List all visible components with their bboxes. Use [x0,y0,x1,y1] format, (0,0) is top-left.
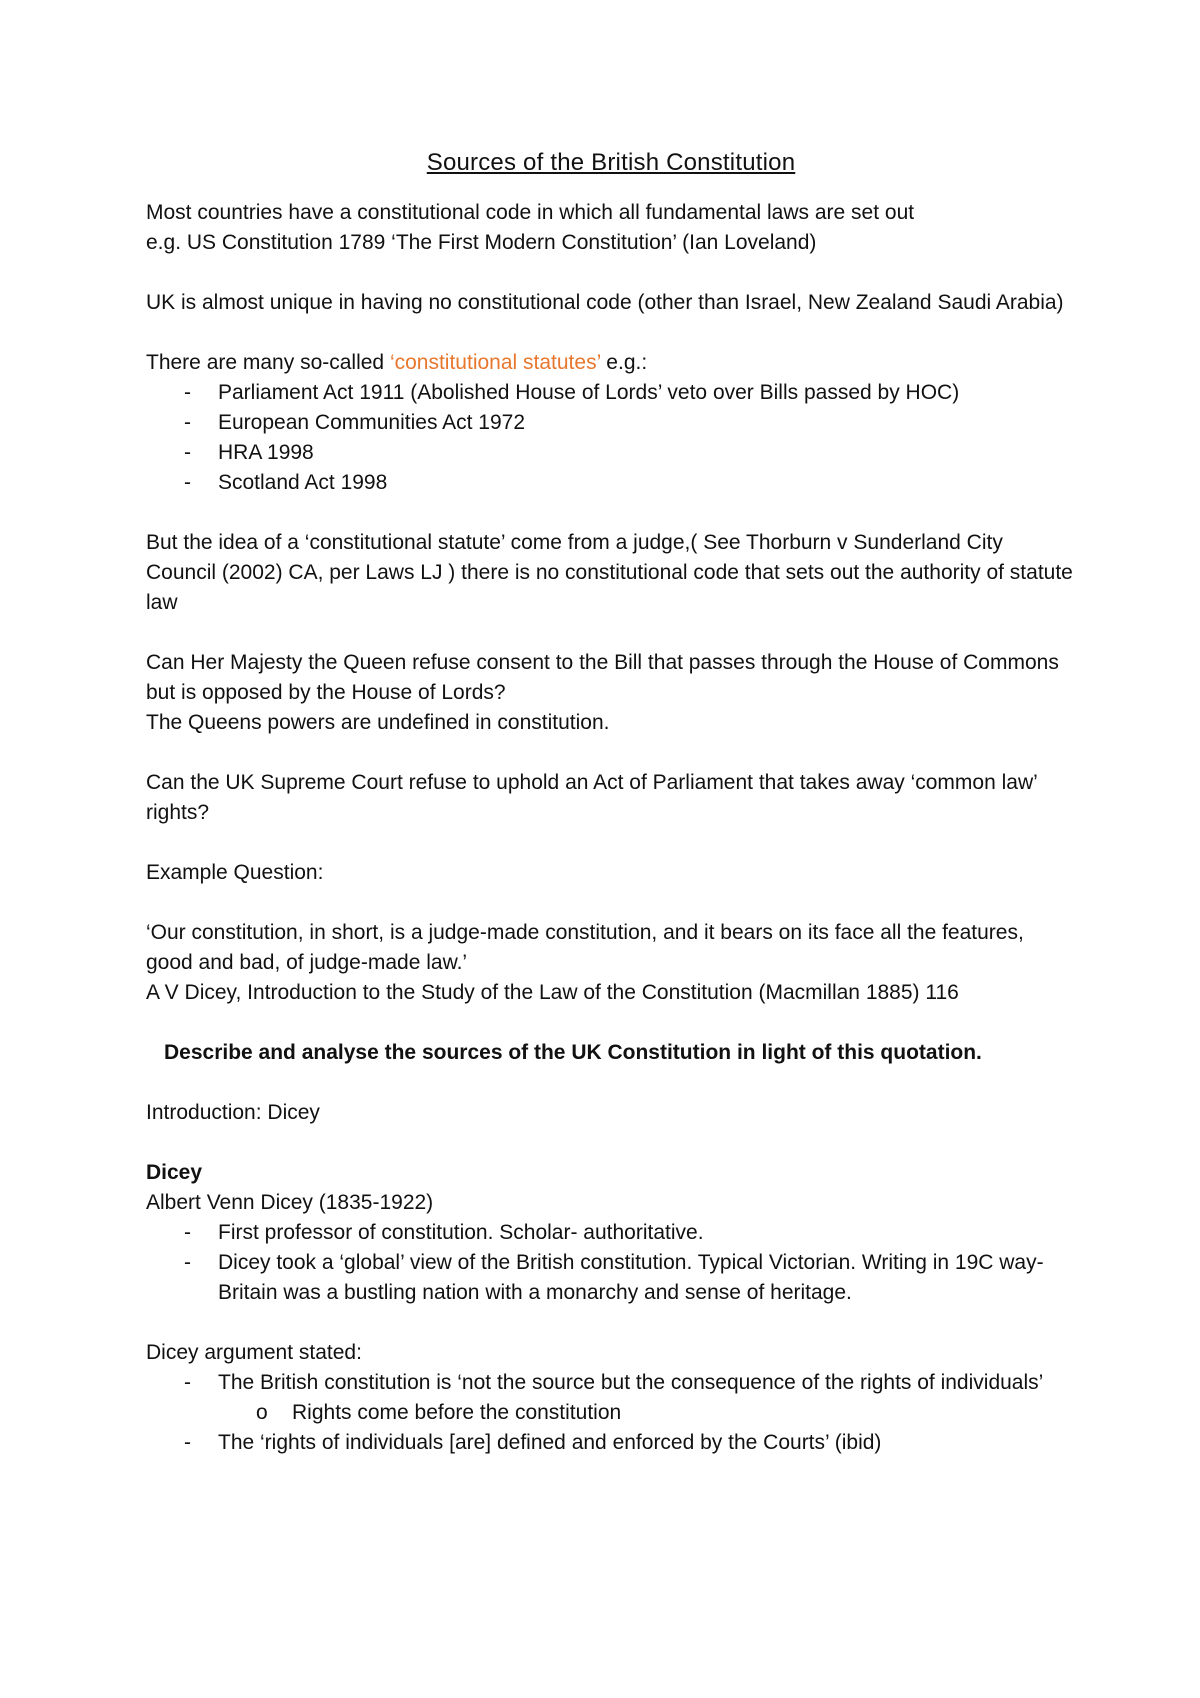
example-question-label: Example Question: [146,861,324,884]
dash-bullet: - [184,1251,191,1274]
paragraph-supreme-court: Can the UK Supreme Court refuse to uphold an Act of Parliament that takes away ‘common law’ rights? [146,771,1038,824]
circle-bullet: o [256,1401,268,1424]
text-line: The Queens powers are undefined in constitution. [146,711,610,734]
list-item [146,378,1076,408]
section-heading-dicey: Dicey [146,1161,203,1184]
dicey-full-name: Albert Venn Dicey (1835-1922) [146,1191,434,1214]
dicey-quotation [146,918,1076,1008]
list-item-text: Rights come before the constitution [292,1401,622,1424]
list-item-text: Scotland Act 1998 [218,471,388,494]
text-line: Can Her Majesty the Queen refuse consent to the Bill that passes through the House of Commons but is opposed by the House of Lords? [146,651,1059,704]
dash-bullet: - [184,411,191,434]
list-item [146,408,1076,438]
dash-bullet: - [184,1371,191,1394]
essay-question: Describe and analyse the sources of the UK Constitution in light of this quotation. [164,1041,982,1064]
highlighted-term: ‘constitutional statutes’ [389,351,601,374]
list-item [146,1428,1076,1458]
introduction-line: Introduction: Dicey [146,1101,320,1124]
list-item [146,438,1076,468]
statutes-list [146,378,1076,498]
paragraph-queen-consent [146,648,1076,738]
dash-bullet: - [184,441,191,464]
paragraph-constitutional-statutes [146,348,1076,378]
dicey-points-list [146,1218,1076,1308]
dash-bullet: - [184,1221,191,1244]
document-title: Sources of the British Constitution [426,149,796,176]
argument-list [146,1368,1076,1398]
argument-sublist [146,1398,1076,1428]
text-line: e.g. US Constitution 1789 ‘The First Modern Constitution’ (Ian Loveland) [146,231,817,254]
list-item-text: European Communities Act 1972 [218,411,526,434]
quotation-text: ‘Our constitution, in short, is a judge-made constitution, and it bears on its face all the features, good and bad, of judge-made law.’ [146,921,1024,974]
sub-list-item [146,1398,1076,1428]
list-item-text: The British constitution is ‘not the source but the consequence of the rights of individuals’ [218,1371,1044,1394]
document-body [146,148,1076,1458]
text-run: e.g.: [600,351,648,374]
list-item-text: Dicey took a ‘global’ view of the British constitution. Typical Victorian. Writing in 19C way- Britain was a bustling nation with a monarchy and sense of heritage. [218,1251,1044,1304]
argument-list-continued [146,1428,1076,1458]
list-item-text: Parliament Act 1911 (Abolished House of Lords’ veto over Bills passed by HOC) [218,381,960,404]
dash-bullet: - [184,1431,191,1454]
text-run: There are many so-called [146,351,390,374]
dash-bullet: - [184,471,191,494]
paragraph-uk-unique: UK is almost unique in having no constitutional code (other than Israel, New Zealand Saudi Arabia) [146,291,1064,314]
list-item-text: First professor of constitution. Scholar- authoritative. [218,1221,704,1244]
list-item [146,1218,1076,1248]
text-line: Most countries have a constitutional code in which all fundamental laws are set out [146,201,915,224]
list-item [146,1368,1076,1398]
argument-heading: Dicey argument stated: [146,1341,362,1364]
paragraph-constitutional-code [146,198,1076,258]
list-item [146,468,1076,498]
dash-bullet: - [184,381,191,404]
quotation-citation: A V Dicey, Introduction to the Study of the Law of the Constitution (Macmillan 1885) 116 [146,981,959,1004]
list-item [146,1248,1076,1308]
paragraph-judge-idea: But the idea of a ‘constitutional statute’ come from a judge,( See Thorburn v Sunderland City Council (2002) CA, per Laws LJ ) there is no constitutional code that sets out the authority of statute law [146,531,1073,614]
list-item-text: HRA 1998 [218,441,314,464]
list-item-text: The ‘rights of individuals [are] defined and enforced by the Courts’ (ibid) [218,1431,882,1454]
